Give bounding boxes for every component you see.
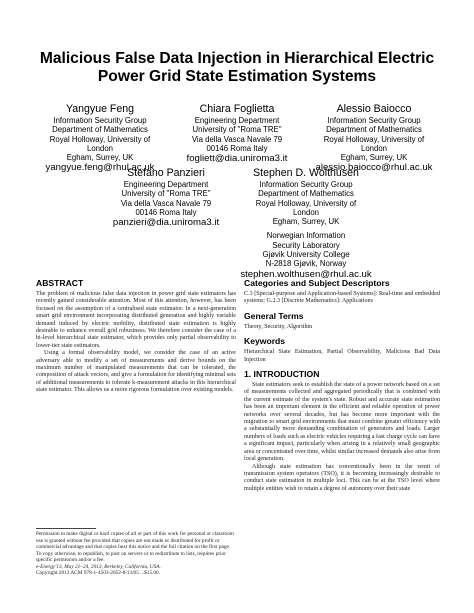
author-block-feng — [30, 103, 170, 174]
affiliation-line: Department of Mathematics — [326, 125, 422, 135]
author-email: fogliett@dia.uniroma3.it — [186, 153, 288, 165]
author-block-foglietta — [167, 103, 307, 165]
author-email: yangyue.feng@rhul.ac.uk — [45, 162, 155, 174]
affiliation-line: Egham, Surrey, UK — [272, 217, 340, 227]
affiliation-line: London — [360, 143, 388, 153]
affiliation-line: London — [292, 207, 320, 217]
author-block-wolthusen — [236, 167, 376, 281]
affiliation-line: Gjøvik University College — [262, 250, 350, 260]
author-block-baiocco — [304, 103, 444, 174]
title-line-1: Malicious False Data Injection in Hierarchical Electric — [39, 50, 435, 67]
affiliation-line: Department of Mathematics — [258, 189, 354, 199]
affiliation-line: Information Security Group — [53, 116, 147, 125]
author-name: Yangyue Feng — [65, 103, 135, 115]
affiliation-line: Engineering Department — [123, 180, 209, 189]
affiliation-line: University of "Roma TRE" — [192, 125, 282, 135]
general-terms-heading: General Terms — [244, 310, 304, 321]
affiliation-line: N-2818 Gjøvik, Norway — [265, 259, 347, 269]
affiliation-line: Via della Vasca Navale 79 — [120, 198, 212, 208]
author-email: alessio.baiocco@rhul.ac.uk — [315, 162, 433, 174]
affiliation-line: Engineering Department — [194, 116, 280, 125]
general-terms-text: Theory, Security, Algorithm — [244, 323, 313, 330]
author-name: Stephen D. Wolthusen — [253, 167, 359, 179]
abstract-heading: ABSTRACT — [36, 278, 84, 288]
affiliation-line: Royal Holloway, University of — [255, 198, 357, 208]
affiliation-line: Department of Mathematics — [52, 125, 148, 135]
categories-text: C.3 [Special-purpose and Application-based Systems]: Real-time and embedded systems; G.2.3 [Discrete Mathematics]: Applications — [244, 291, 440, 305]
author-name: Chiara Foglietta — [199, 103, 275, 115]
introduction-paragraph: Although state estimation has conventionally been in the remit of transmission system operators (TSO), it is becoming increasingly desirable to conduct state estimation in multiple loci. This can be at the TSO level where multiple entities wish to retain a degree of autonomy over their state — [244, 463, 440, 492]
copyright-line: Copyright 2013 ACM 978-1-4503-2052-8/13/05 ...$15.00. — [36, 570, 161, 576]
affiliation-line: Royal Holloway, University of — [323, 134, 425, 144]
author-email: panzieri@dia.uniroma3.it — [112, 217, 220, 229]
affiliation-line: University of "Roma TRE" — [121, 189, 211, 199]
keywords-text: Hierarchical State Estimation, Partial Observability, Malicious Bad Data Injection — [244, 349, 440, 363]
paper-title — [30, 50, 444, 86]
categories-heading: Categories and Subject Descriptors — [244, 278, 390, 288]
author-name: Alessio Baiocco — [336, 103, 412, 115]
affiliation-line: Information Security Group — [259, 180, 353, 189]
venue-line: e-Energy'13, May 21–24, 2013, Berkeley, California, USA. — [36, 563, 161, 570]
affiliation-line: Royal Holloway, University of — [49, 134, 151, 144]
footnote — [36, 531, 236, 577]
affiliation-line: London — [86, 143, 114, 153]
author-block-panzieri — [96, 167, 236, 229]
title-line-2: Power Grid State Estimation Systems — [97, 68, 377, 85]
footnote-rule — [36, 528, 96, 529]
author-email: stephen.wolthusen@rhul.ac.uk — [240, 268, 372, 280]
affiliation-line: Norwegian Information — [266, 231, 346, 241]
affiliation-line: Security Laboratory — [272, 240, 340, 250]
introduction-heading: 1. INTRODUCTION — [244, 369, 320, 380]
abstract-paragraph: Using a formal observability model, we consider the case of an active adversary able to modify a set of measurements and derive bounds on the maximum number of manipulated measurements that can be tolerated, the composition of attack vectors, and give a formulation for identifying minimal sets of additional measurements to tolerate k-measurement attacks in this hierarchical state estimator. This allows us a more rigorous formulation over existing models. — [36, 350, 236, 394]
permission-notice: Permission to make digital or hard copies of all or part of this work for personal or classroom use is granted without fee provided that copies are not made or distributed for profit or commercial advantage and that copies bear this notice and the full citation on the first page. To copy otherwise, to republish, to post on servers or to redistribute to lists, requires prior specific permission and/or a fee. — [36, 531, 234, 563]
affiliation-line: Egham, Surrey, UK — [340, 153, 408, 163]
right-column — [244, 278, 440, 493]
introduction-paragraph: State estimators seek to establish the state of a power network based on a set of measurements collected and aggregated periodically that is combined with the current estimate of the system's state. Robust and accurate state estimation has been an important element in the efficient and reliable operation of power networks over several decades, but has become more important with the migration to smart grid environments that must combine greater efficiency with a substantially more demanding combination of generators and loads. Larger numbers of loads such as electric vehicles requiring a fast charge cycle can have a significant impact, particularly when arising in a relatively small geographic area or concentrated over time, whilst similar increased demands also arise from local generation. — [244, 382, 440, 463]
affiliation-line: 00146 Roma Italy — [135, 207, 197, 217]
left-column — [36, 278, 236, 395]
abstract-paragraph: The problem of malicious false data injection in power grid state estimators has recently gained considerable attention. Most of this attention, however, has been focused on the assumption of a centralised state estimator. In a next-generation smart grid environment incorporating distributed generation and highly variable demand induced by electric mobility, distributed state estimation is highly desirable to enhance overall grid robustness. We therefore consider the case of a bi-level hierarchical state estimator, which provides only partial observability to lower-tier state estimators. — [36, 291, 236, 349]
affiliation-line: Via della Vasca Navale 79 — [191, 134, 283, 144]
affiliation-line: 00146 Roma Italy — [206, 143, 268, 153]
keywords-heading: Keywords — [244, 336, 286, 347]
affiliation-line: Egham, Surrey, UK — [66, 153, 134, 163]
affiliation-line: Information Security Group — [327, 116, 421, 125]
author-name: Stefano Panzieri — [127, 167, 205, 179]
